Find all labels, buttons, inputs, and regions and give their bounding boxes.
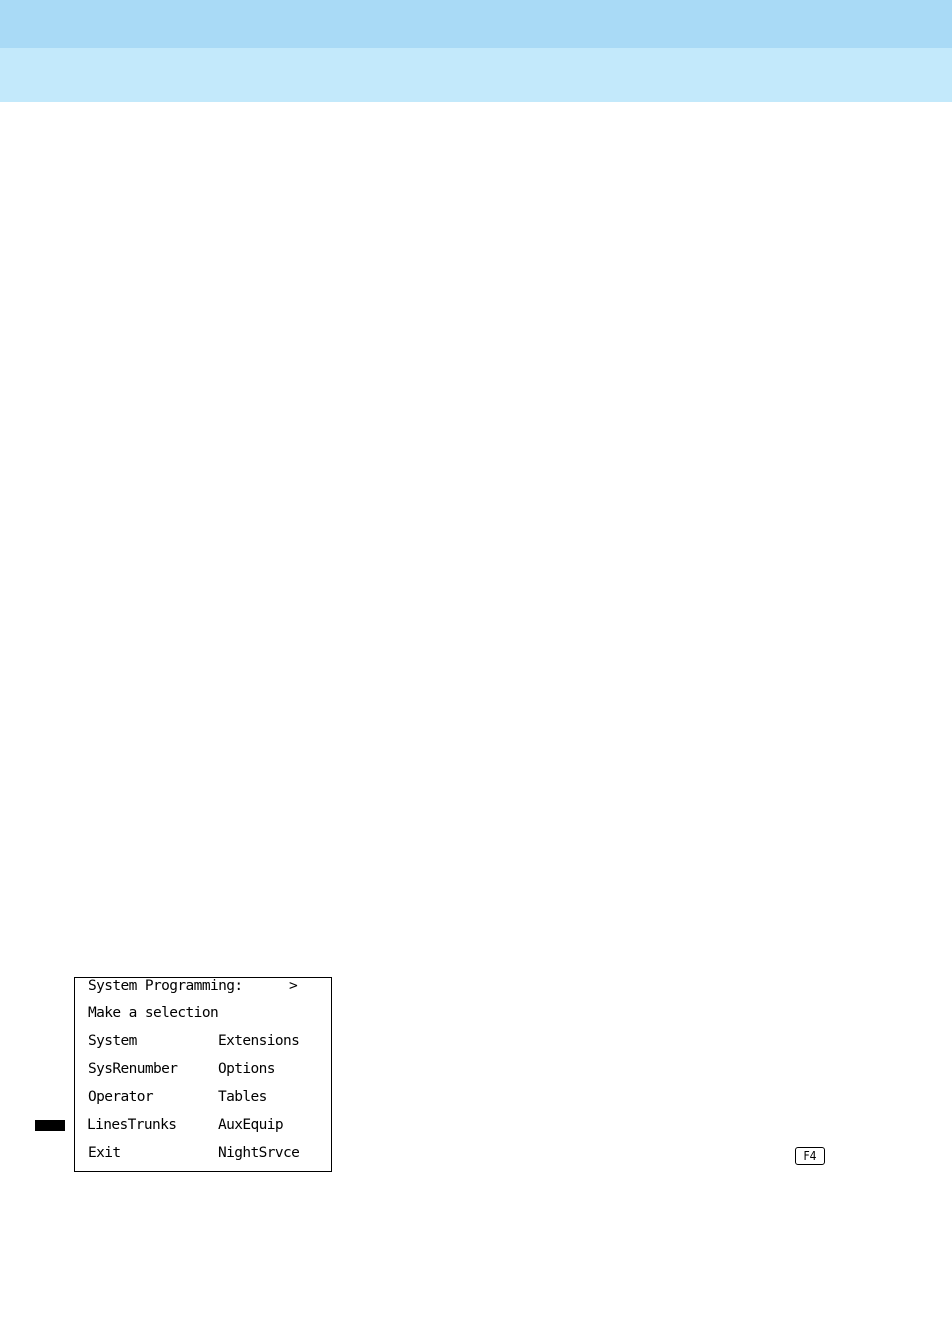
menu-item-options[interactable]: Options (218, 1061, 275, 1077)
menu-item-sysrenumber[interactable]: SysRenumber (88, 1061, 178, 1077)
menu-item-extensions[interactable]: Extensions (218, 1033, 300, 1049)
header-band-bottom (0, 48, 952, 102)
menu-item-system[interactable]: System (88, 1033, 137, 1049)
selection-marker (35, 1120, 65, 1131)
display-more-arrow: > (289, 978, 298, 994)
menu-item-auxequip[interactable]: AuxEquip (218, 1117, 284, 1133)
f4-key[interactable]: F4 (795, 1147, 825, 1165)
menu-item-linestrunks[interactable]: LinesTrunks (87, 1117, 177, 1133)
menu-item-nightsrvce[interactable]: NightSrvce (218, 1145, 300, 1161)
menu-item-tables[interactable]: Tables (218, 1089, 267, 1105)
header-band-top (0, 0, 952, 48)
menu-item-operator[interactable]: Operator (88, 1089, 154, 1105)
menu-item-exit[interactable]: Exit (88, 1145, 121, 1161)
display-prompt: Make a selection (88, 1005, 219, 1021)
display-title: System Programming: (88, 978, 243, 994)
console-display-screen (74, 977, 332, 1172)
